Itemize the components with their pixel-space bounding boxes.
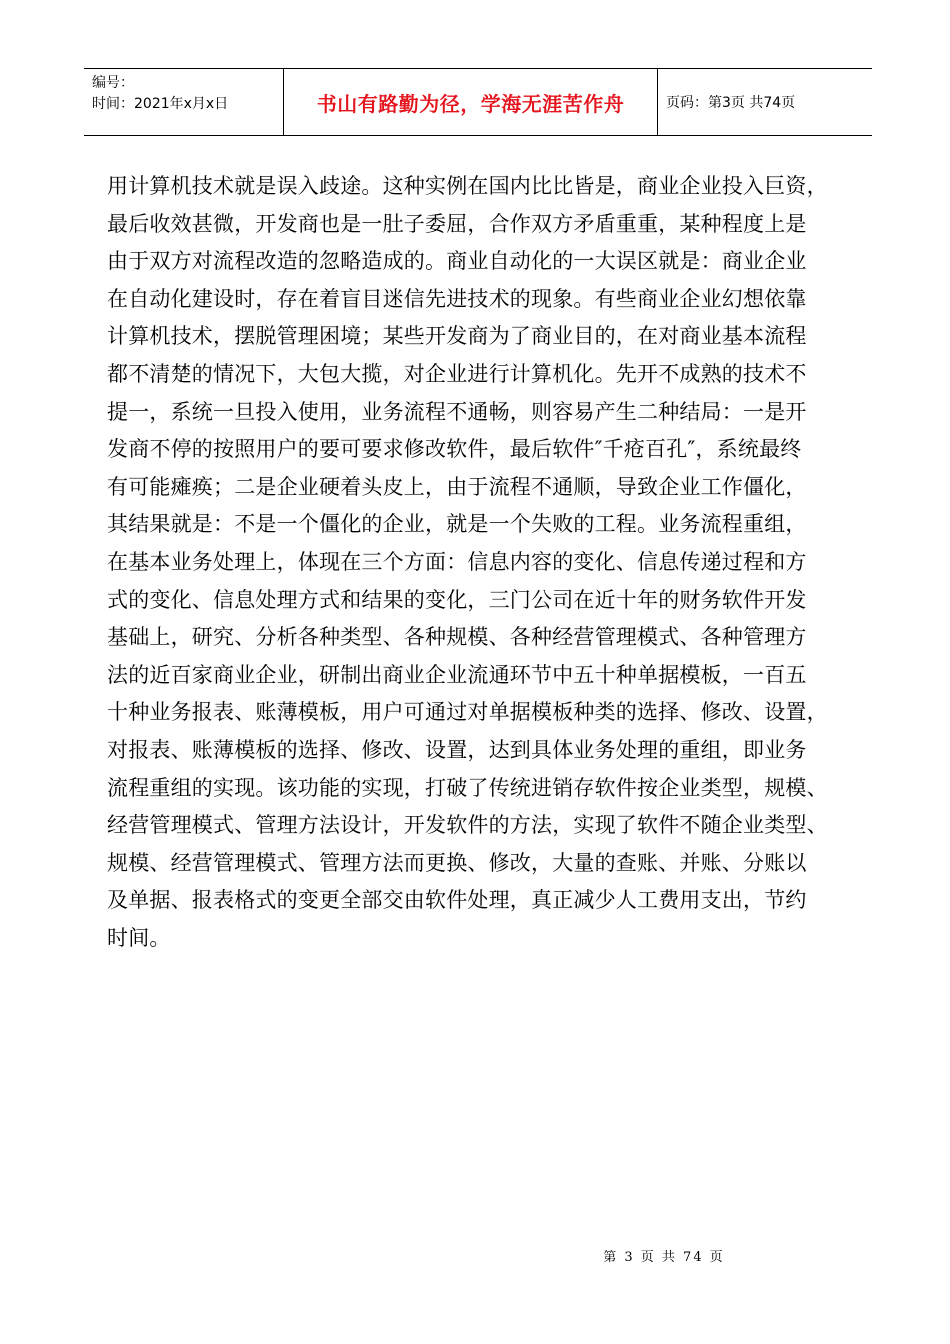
- date-label: 时间：2021年x月x日: [92, 96, 229, 112]
- header-page-info: 页码：第3页 共74页: [666, 95, 796, 111]
- text-line: 其结果就是：不是一个僵化的企业，就是一个失败的工程。业务流程重组，: [107, 512, 807, 537]
- text-line: 十种业务报表、账薄模板，用户可通过对单据模板种类的选择、修改、设置，: [107, 700, 828, 725]
- text-line: 提一，系统一旦投入使用，业务流程不通畅，则容易产生二种结局：一是开: [107, 399, 807, 424]
- header-motto: 书山有路勤为径，学海无涯苦作舟: [284, 69, 658, 135]
- text-line: 最后收效甚微，开发商也是一肚子委屈，合作双方矛盾重重，某种程度上是: [107, 211, 807, 236]
- header-meta: [84, 69, 284, 135]
- text-line: 有可能瘫痪；二是企业硬着头皮上，由于流程不通顺，导致企业工作僵化，: [107, 474, 807, 499]
- text-line: 基础上，研究、分析各种类型、各种规模、各种经营管理模式、各种管理方: [107, 625, 807, 650]
- text-line: 经营管理模式、管理方法设计，开发软件的方法，实现了软件不随企业类型、: [107, 813, 828, 838]
- text-line: 对报表、账薄模板的选择、修改、设置，达到具体业务处理的重组，即业务: [107, 737, 807, 762]
- page-footer: 第 3 页 共 74 页: [603, 1250, 725, 1265]
- text-line: 规模、经营管理模式、管理方法而更换、修改，大量的查账、并账、分账以: [107, 850, 807, 875]
- text-line: 计算机技术，摆脱管理困境；某些开发商为了商业目的，在对商业基本流程: [107, 324, 807, 349]
- text-line: 时间。: [107, 925, 171, 950]
- text-line: 法的近百家商业企业，研制出商业企业流通环节中五十种单据模板，一百五: [107, 662, 807, 687]
- text-line: 发商不停的按照用户的要可要求修改软件，最后软件″千疮百孔″，系统最终: [107, 437, 802, 462]
- text-line: 式的变化、信息处理方式和结果的变化，三门公司在近十年的财务软件开发: [107, 587, 807, 612]
- text-line: 在自动化建设时，存在着盲目迷信先进技术的现象。有些商业企业幻想依靠: [107, 286, 807, 311]
- text-line: 用计算机技术就是误入歧途。这种实例在国内比比皆是，商业企业投入巨资，: [107, 174, 828, 198]
- text-line: 及单据、报表格式的变更全部交由软件处理，真正减少人工费用支出，节约: [107, 888, 807, 913]
- text-line: 由于双方对流程改造的忽略造成的。商业自动化的一大误区就是：商业企业: [107, 249, 807, 274]
- text-line: 都不清楚的情况下，大包大揽，对企业进行计算机化。先开不成熟的技术不: [107, 361, 807, 386]
- body-paragraph: [107, 168, 867, 957]
- text-line: 流程重组的实现。该功能的实现，打破了传统进销存软件按企业类型，规模、: [107, 775, 828, 800]
- page-header: [84, 68, 872, 136]
- text-line: 在基本业务处理上，体现在三个方面：信息内容的变化、信息传递过程和方: [107, 549, 807, 574]
- serial-label: 编号：: [92, 75, 134, 91]
